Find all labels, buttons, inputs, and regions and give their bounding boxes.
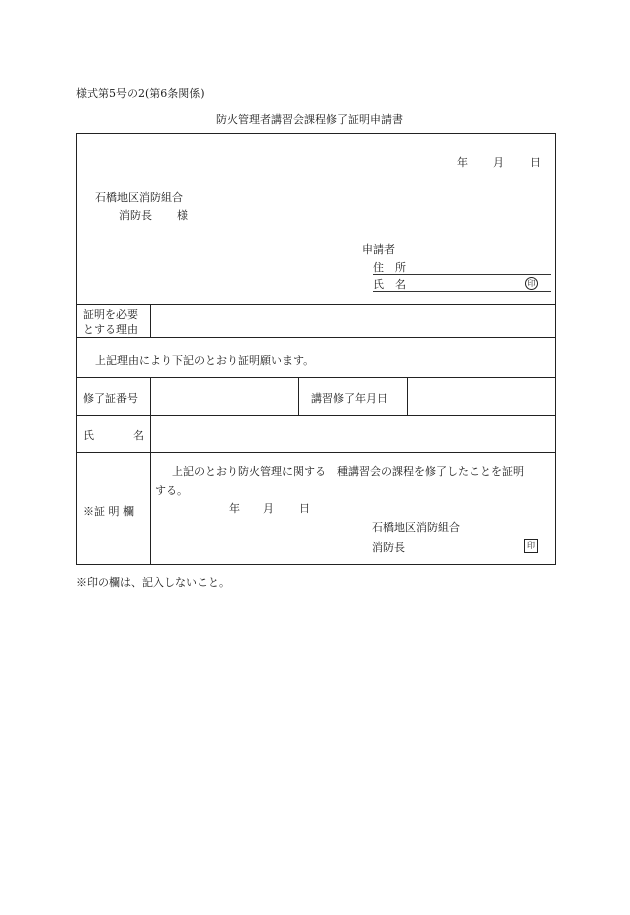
row-divider-reason	[77, 337, 555, 338]
certificate-number-field[interactable]	[155, 388, 293, 404]
request-text: 上記理由により下記のとおり証明願います。	[95, 354, 315, 367]
row-divider-name	[77, 452, 555, 453]
applicant-name-label: 氏 名	[373, 278, 406, 291]
certificate-number-label: 修了証番号	[83, 392, 138, 405]
proof-seal-icon: 印	[524, 539, 538, 553]
addressee-honorific: 様	[177, 209, 188, 222]
reason-label-line2: とする理由	[83, 323, 138, 336]
proof-date-day: 日	[299, 502, 310, 515]
col-divider-date-value	[407, 377, 408, 415]
col-divider-date-label	[298, 377, 299, 415]
application-form-table	[76, 133, 556, 565]
row-divider-certificate	[77, 415, 555, 416]
applicant-name-field[interactable]	[373, 291, 551, 292]
form-number: 様式第5号の2(第6条関係)	[76, 87, 205, 100]
proof-date-year: 年	[229, 502, 240, 515]
form-title: 防火管理者講習会課程修了証明申請書	[216, 113, 403, 126]
col-divider-reason	[150, 304, 151, 337]
completion-date-field[interactable]	[412, 388, 550, 404]
proof-date-month: 月	[263, 502, 274, 515]
proof-chief: 消防長	[372, 541, 405, 554]
applicant-address-label: 住 所	[373, 261, 406, 274]
date-day: 日	[530, 156, 541, 169]
name-field[interactable]	[155, 425, 551, 441]
reason-field[interactable]	[155, 314, 551, 330]
name-label-first: 氏	[83, 429, 94, 442]
reason-label-line1: 証明を必要	[83, 308, 138, 321]
applicant-seal-icon: 印	[525, 277, 538, 290]
applicant-heading: 申請者	[362, 243, 395, 256]
name-label-second: 名	[133, 429, 144, 442]
proof-label: ※証 明 欄	[83, 505, 134, 518]
proof-text-line1: 上記のとおり防火管理に関する 種講習会の課程を修了したことを証明	[172, 465, 524, 478]
addressee-org: 石橋地区消防組合	[95, 191, 183, 204]
completion-date-label: 講習修了年月日	[311, 392, 388, 405]
footnote: ※印の欄は、記入しないこと。	[76, 576, 230, 589]
proof-text-line2: する。	[155, 484, 188, 497]
date-year: 年	[457, 156, 468, 169]
applicant-address-field[interactable]	[373, 274, 551, 275]
row-divider-header	[77, 304, 555, 305]
proof-org: 石橋地区消防組合	[372, 521, 460, 534]
addressee-chief: 消防長	[119, 209, 152, 222]
col-divider-lower	[150, 377, 151, 565]
date-month: 月	[493, 156, 504, 169]
row-divider-request	[77, 377, 555, 378]
